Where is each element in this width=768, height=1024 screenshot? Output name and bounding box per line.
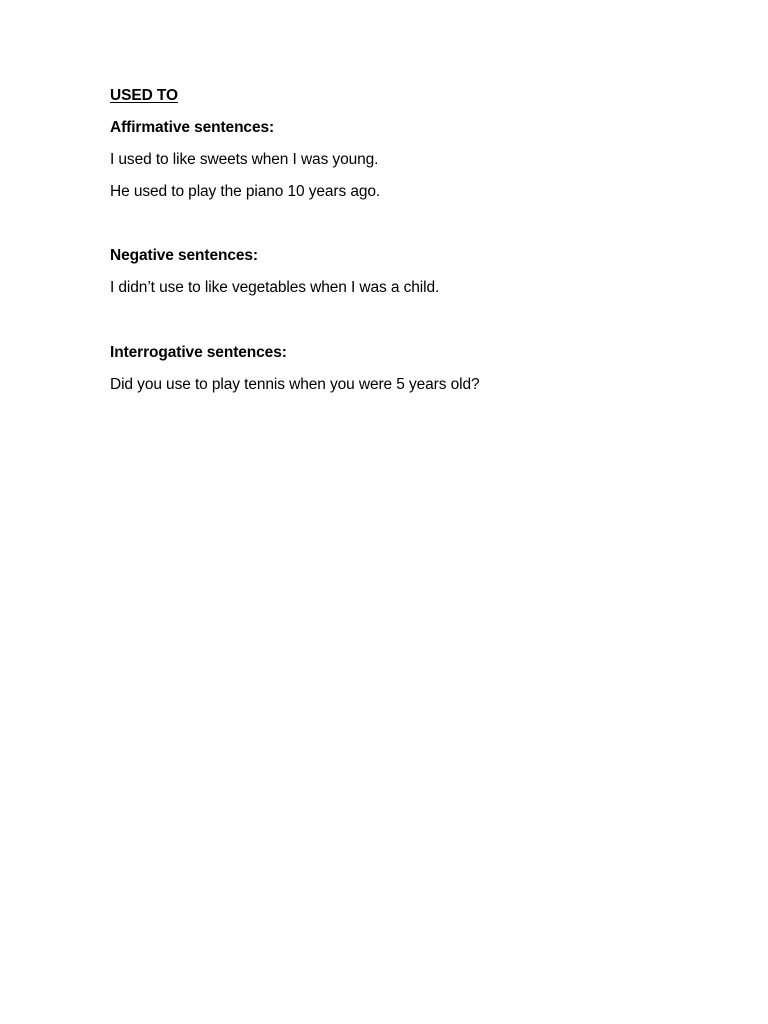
interrogative-sentence: Did you use to play tennis when you were 5 years old?: [110, 376, 480, 393]
negative-sentence: I didn’t use to like vegetables when I was a child.: [110, 279, 440, 296]
affirmative-sentence: He used to play the piano 10 years ago.: [110, 183, 381, 200]
section-heading-affirmative: Affirmative sentences:: [110, 119, 275, 136]
section-heading-interrogative: Interrogative sentences:: [110, 344, 287, 361]
section-heading-negative: Negative sentences:: [110, 247, 258, 264]
document-title: USED TO: [110, 87, 178, 104]
affirmative-sentence: I used to like sweets when I was young.: [110, 151, 379, 168]
